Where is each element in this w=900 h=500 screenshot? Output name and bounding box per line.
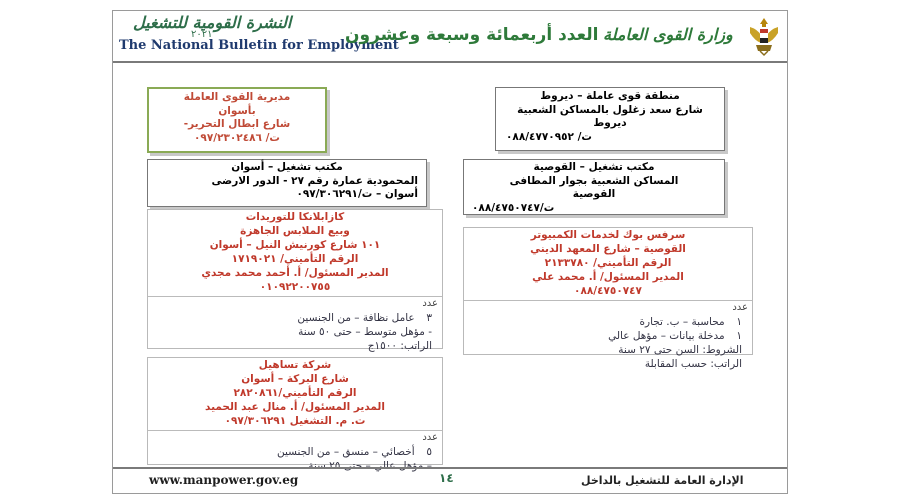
- page-number: ١٤: [439, 471, 454, 485]
- employment-office-qusiya: [463, 159, 725, 215]
- job-title: مدخلة بيانات – مؤهل عالي: [608, 330, 725, 342]
- office-address: المحمودية عمارة رقم ٢٧ - الدور الارضى: [211, 174, 418, 187]
- office-title: منطقة قوى عاملة – ديروط: [540, 90, 680, 102]
- job-count: ١: [736, 330, 742, 342]
- bulletin-title-ar: النشرة القومية للتشغيل: [133, 13, 292, 32]
- company-info: [148, 210, 442, 294]
- company-name: كازابلانكا للتوريدات: [245, 211, 345, 223]
- company-insurance: الرقم التأميني/ ٢١٣٣٧٨٠: [544, 257, 672, 269]
- ministry-name: وزارة القوى العاملة: [603, 25, 733, 44]
- website-link[interactable]: www.manpower.gov.eg: [149, 473, 299, 487]
- job-count: ١: [736, 316, 742, 328]
- company-name: شركة تساهيل: [258, 359, 332, 371]
- company-phone: ٠١٠٩٢٢٠٠٧٥٥: [259, 281, 331, 293]
- company-phone: ٠٨٨/٤٧٥٠٧٤٧: [574, 285, 642, 297]
- office-phone: ت/ ٠٩٧/٢٣٠٢٤٨٦: [194, 131, 280, 144]
- issue-number: العدد أربعمائة وسبعة وعشرون: [345, 25, 599, 45]
- office-address: القوصية: [572, 188, 616, 200]
- job-salary: الراتب: ١٥٠٠ج: [367, 340, 432, 352]
- job-item: [148, 311, 442, 325]
- office-phone: ت/٠٨٨/٤٧٥٠٧٤٧: [472, 201, 555, 214]
- count-label: عدد: [422, 432, 438, 443]
- page-header: [113, 11, 787, 63]
- job-qualification: - مؤهل متوسط – حتى ٥٠ سنة: [298, 326, 432, 338]
- job-title: أخصائي – منسق – من الجنسين: [276, 446, 415, 458]
- job-item: [464, 329, 752, 343]
- company-manager: المدير المسئول/ أ. محمد علي: [532, 271, 684, 283]
- company-address: القوصية – شارع المعهد الديني: [530, 243, 686, 255]
- job-salary: الراتب: حسب المقابلة: [644, 358, 742, 370]
- office-address: شارع سعد زغلول بالمساكن الشعبية: [517, 103, 703, 116]
- company-insurance: الرقم التأميني/٢٨٢٠٨٦١: [233, 387, 357, 399]
- page-footer: [113, 467, 787, 495]
- office-street: شارع ابطال التحرير-: [183, 118, 291, 130]
- job-listing-tasaheel: [147, 357, 443, 472]
- job-item: [148, 445, 442, 459]
- eagle-emblem-icon: [747, 15, 781, 57]
- company-manager: المدير المسئول/ أ. منال عبد الحميد: [205, 401, 385, 413]
- job-conditions: الشروط: السن حتى ٢٧ سنة: [618, 344, 742, 356]
- office-address: ديروط: [593, 117, 627, 129]
- job-title: محاسبة – ب. تجارة: [639, 316, 725, 328]
- manpower-area-dairut: [495, 87, 725, 151]
- manpower-directorate-aswan: [147, 87, 327, 153]
- bulletin-title-en: The National Bulletin for Employment: [119, 38, 399, 53]
- office-title: مكتب تشغيل – القوصية: [533, 161, 655, 173]
- company-name: سرفس بوك لخدمات الكمبيوتر: [530, 229, 686, 241]
- job-listing-casablanca: [147, 209, 443, 352]
- job-item: [464, 315, 752, 329]
- office-address: المساكن الشعبية بجوار المطافى: [509, 174, 679, 187]
- office-title: مكتب تشغيل – أسوان: [231, 161, 343, 173]
- employment-office-aswan: [147, 159, 427, 207]
- job-listing-service-book: [463, 227, 753, 370]
- department-name: الإدارة العامة للتشغيل بالداخل: [581, 474, 744, 487]
- company-info: [464, 228, 752, 298]
- company-activity: وبيع الملابس الجاهزة: [240, 225, 350, 237]
- office-phone: أسوان – ت/٠٩٧/٣٠٦٢٩١: [296, 188, 418, 200]
- job-count: ٥: [426, 446, 432, 458]
- job-count: ٣: [426, 312, 432, 324]
- office-city: بأسوان: [218, 104, 256, 117]
- bulletin-page: [112, 10, 788, 494]
- company-manager: المدير المسئول/ أ. أحمد محمد مجدي: [201, 267, 389, 279]
- company-address: ١٠١ شارع كورنيش النيل – أسوان: [209, 239, 381, 251]
- company-address: شارع البركة – أسوان: [241, 373, 349, 385]
- office-phone: ت/ ٠٨٨/٤٧٧٠٩٥٢: [506, 130, 592, 143]
- job-qualification: – مؤهل عالي – حتى ٢٥ سنة: [308, 460, 432, 472]
- company-insurance: الرقم التأميني/ ١٧١٩٠٢١: [231, 253, 359, 265]
- count-label: عدد: [732, 302, 748, 313]
- company-phone: ت. م. التشغيل ٠٩٧/٣٠٦٢٩١: [224, 415, 366, 427]
- company-info: [148, 358, 442, 428]
- bulletin-year: ٢٠٢١: [191, 29, 213, 40]
- job-title: عامل نظافة – من الجنسين: [297, 312, 415, 324]
- office-title: مديرية القوى العاملة: [183, 91, 291, 103]
- count-label: عدد: [422, 298, 438, 309]
